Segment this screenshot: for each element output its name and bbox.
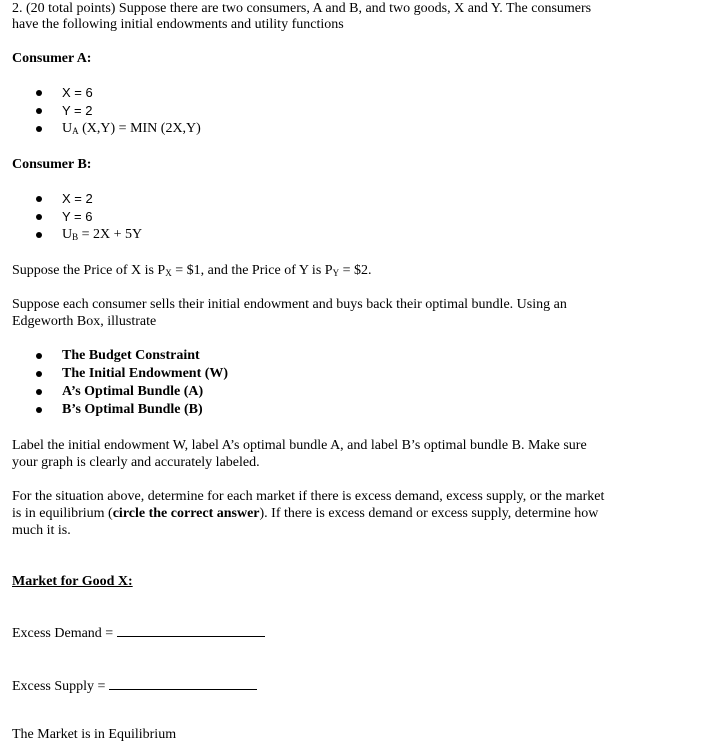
excess-supply-blank[interactable] xyxy=(109,677,257,690)
consumer-a-heading: Consumer A: xyxy=(12,51,92,66)
list-item: A’s Optimal Bundle (A) xyxy=(12,383,228,401)
excess-demand-blank[interactable] xyxy=(117,624,265,637)
market-instructions-paragraph: For the situation above, determine for each market if there is excess demand, excess supply, or the market is in equilibrium (circle the correct answer). If there is excess demand or excess supply, determine how much it is. xyxy=(12,489,605,538)
question-intro-line-2: have the following initial endowments and utility functions xyxy=(12,17,344,32)
prices-paragraph: Suppose the Price of X is $P_X$ = $1, and the Price of Y is $P_Y$ = $2. xyxy=(12,263,372,278)
list-item: X = 2 xyxy=(12,190,142,208)
consumer-a-list xyxy=(12,84,201,138)
list-item: $U_B = 2X + 5Y$ xyxy=(12,226,142,244)
excess-demand-line: Excess Demand = xyxy=(12,624,682,642)
list-item: The Budget Constraint xyxy=(12,347,228,365)
bullet-icon xyxy=(36,214,42,220)
list-item: Y = 2 xyxy=(12,102,201,120)
bullet-icon xyxy=(36,407,42,413)
list-item: X = 6 xyxy=(12,84,201,102)
illustrate-list xyxy=(12,347,228,419)
market-x-heading: Market for Good X: xyxy=(12,574,133,589)
bullet-icon xyxy=(36,371,42,377)
consumer-b-heading: Consumer B: xyxy=(12,157,92,172)
equilibrium-line: The Market is in Equilibrium xyxy=(12,727,177,742)
bullet-icon xyxy=(36,232,42,238)
bullet-icon xyxy=(36,108,42,114)
consumer-b-list xyxy=(12,190,142,244)
list-item: $U_A$ (X,Y) = MIN (2X,Y) xyxy=(12,120,201,138)
list-item: B’s Optimal Bundle (B) xyxy=(12,401,228,419)
bullet-icon xyxy=(36,389,42,395)
bullet-icon xyxy=(36,90,42,96)
label-instructions-paragraph: Label the initial endowment W, label A’s optimal bundle A, and label B’s optimal bundle B. Make sure your graph is clearly and accurately labeled. xyxy=(12,438,587,470)
excess-supply-line: Excess Supply = xyxy=(12,677,682,695)
bullet-icon xyxy=(36,196,42,202)
endowment-paragraph: Suppose each consumer sells their initial endowment and buys back their optimal bundle. Using an Edgeworth Box, illustrate xyxy=(12,297,567,329)
list-item: Y = 6 xyxy=(12,208,142,226)
bullet-icon xyxy=(36,126,42,132)
bullet-icon xyxy=(36,353,42,359)
list-item: The Initial Endowment (W) xyxy=(12,365,228,383)
question-intro-line-1: 2. (20 total points) Suppose there are two consumers, A and B, and two goods, X and Y. The consumers xyxy=(12,1,592,16)
